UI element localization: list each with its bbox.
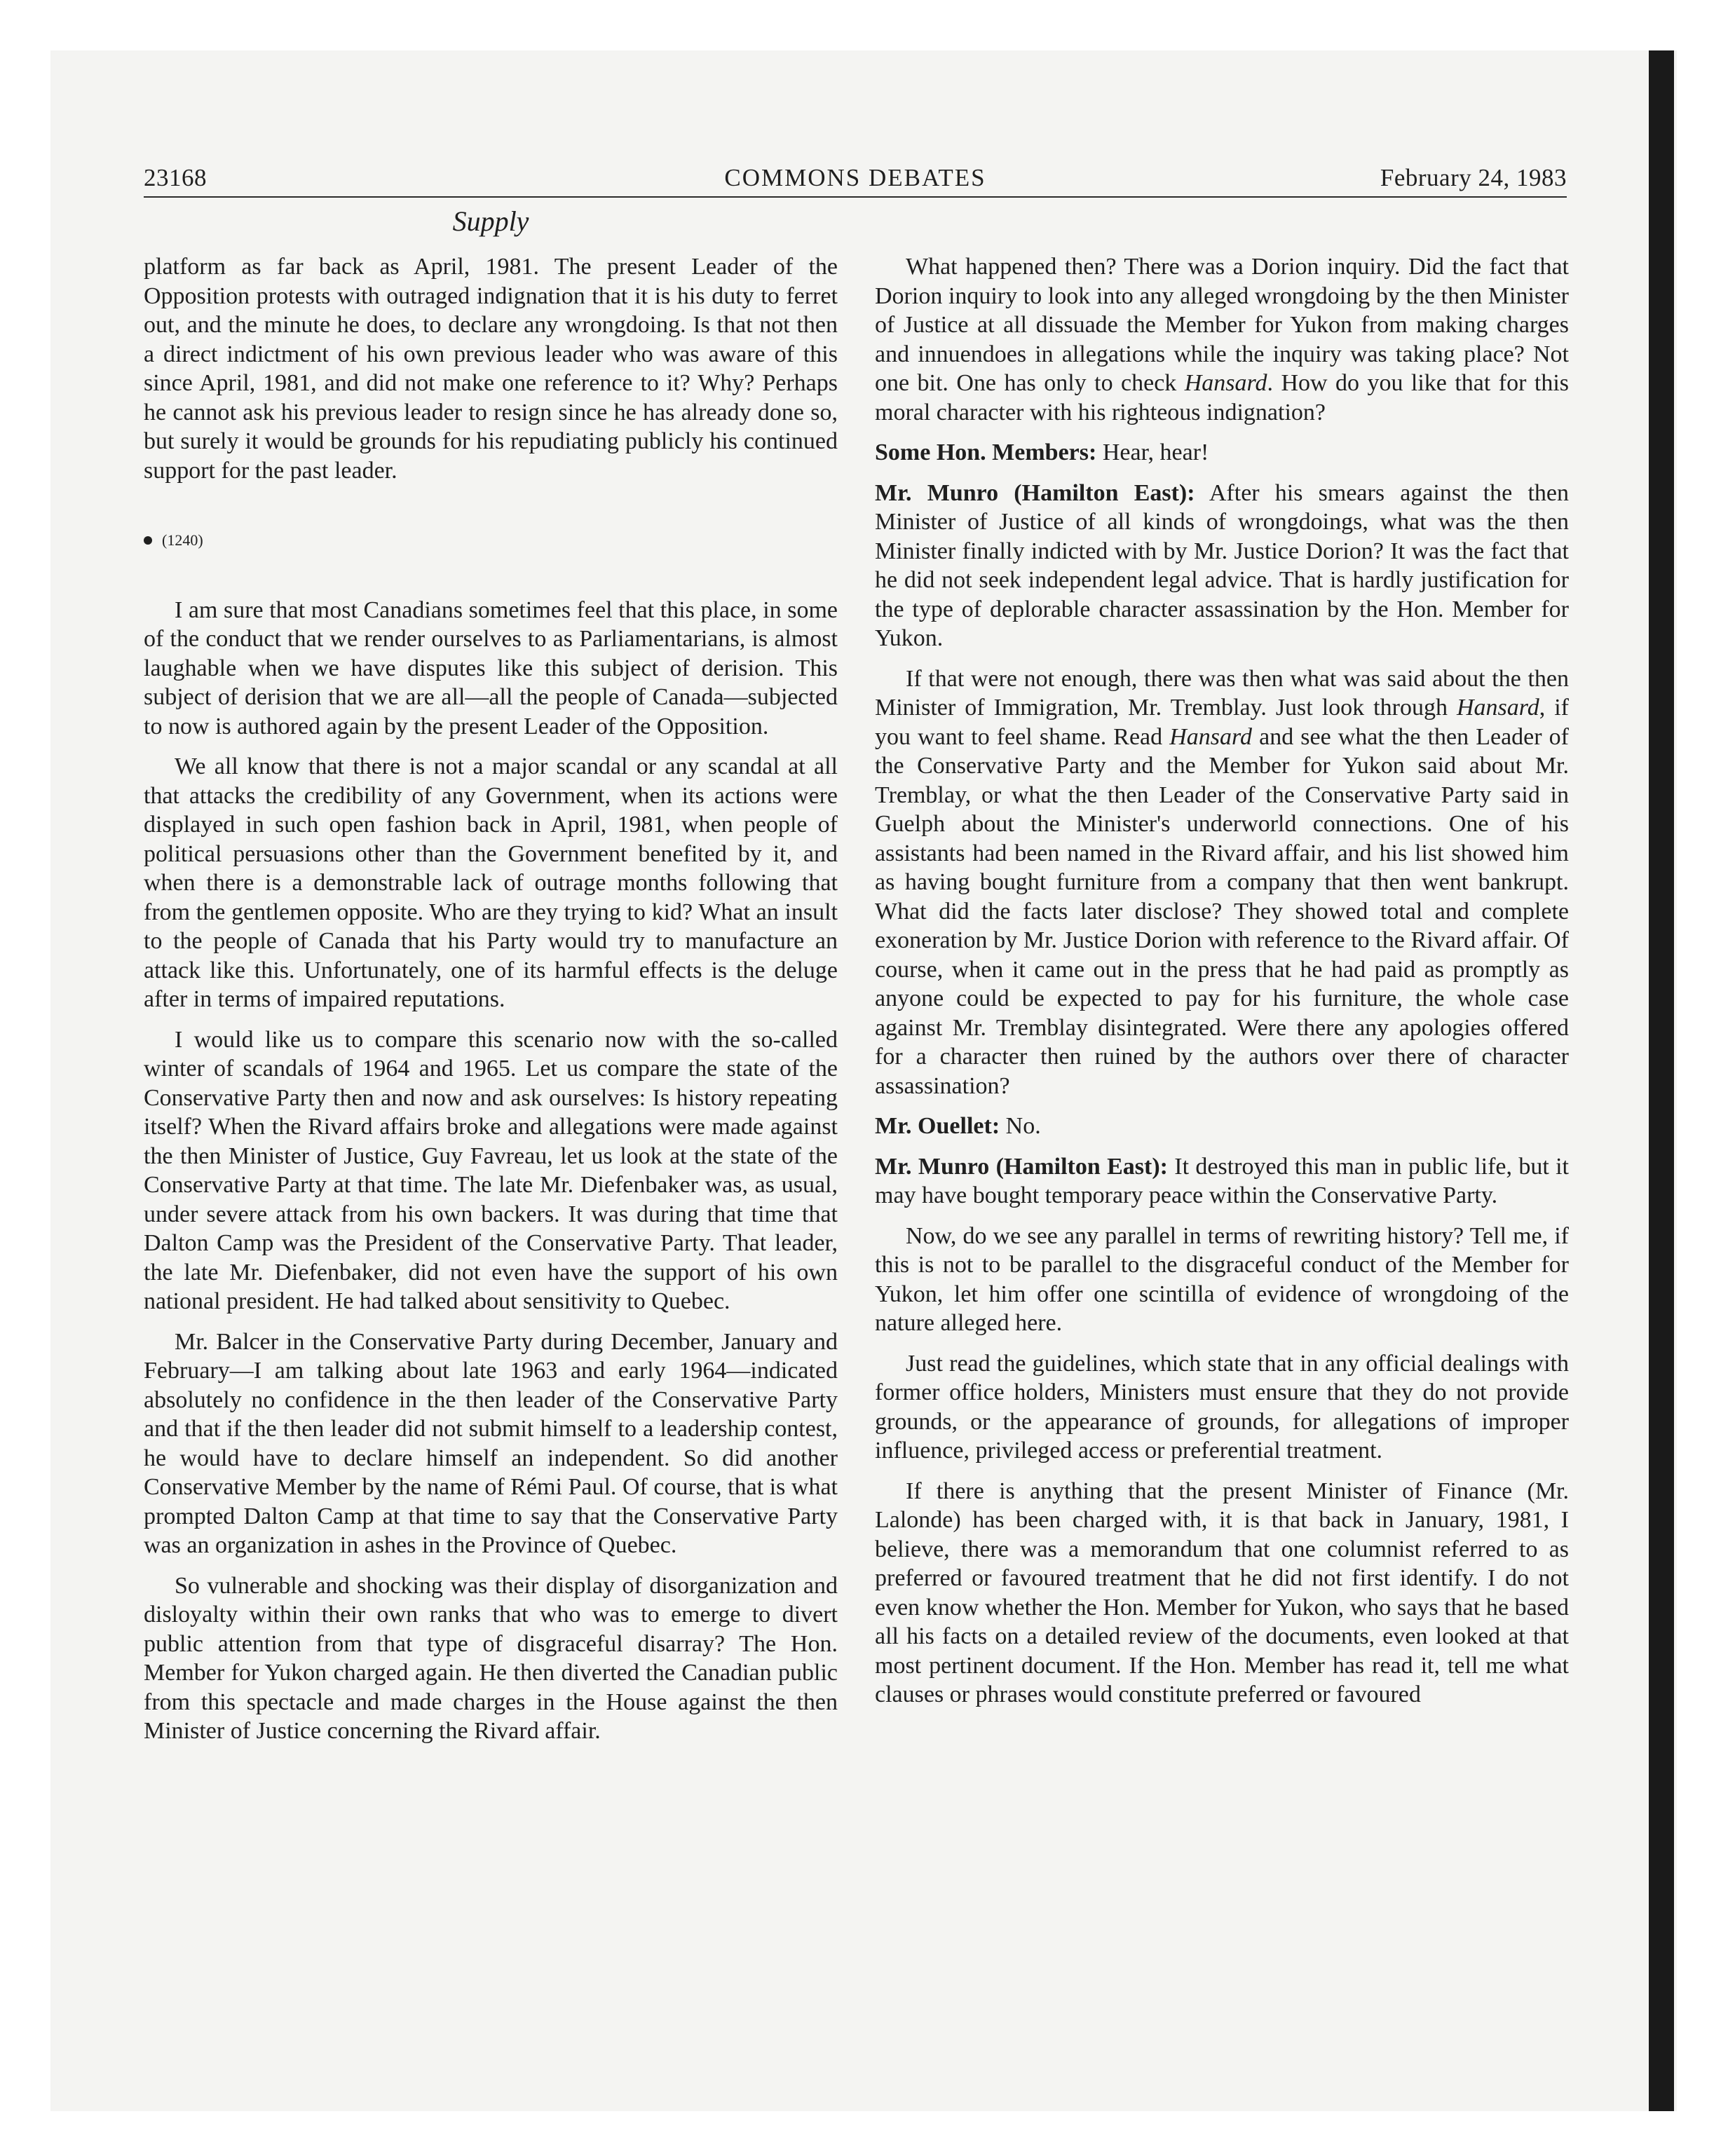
paragraph: We all know that there is not a major scandal or any scandal at all that attacks the credibility of any Government, when its actions were displayed in such open fashion back in April, 1981, when people of political persuasions other than the Government benefited by it, and when there is a demonstrable lack of outrage months following that from the gentlemen opposite. Who are they trying to kid? What an insult to the people of Canada that his Party would try to manufacture an attack like this. Unfortunately, one of its harmful effects is the deluge after in terms of impaired reputations. bbox=[144, 753, 838, 1012]
paragraph bbox=[875, 252, 1569, 427]
speech-text: Hear, hear! bbox=[1096, 439, 1209, 465]
paragraph: So vulnerable and shocking was their display of disorganization and disloyalty within their own ranks that who was to emerge to divert public attention from that type of disgraceful disarray? The Hon. Member for Yukon charged again. He then diverted the Canadian public from this spectacle and made charges in the House against the then Minister of Justice concerning the Rivard affair. bbox=[144, 1572, 838, 1744]
speech bbox=[875, 1152, 1569, 1210]
paragraph: platform as far back as April, 1981. The present Leader of the Opposition protests with outraged indignation that it is his duty to ferret out, and the minute he does, to declare any wrongdoing. Is that not then a direct indictment of his own previous leader who was aware of this since April, 1981, and did not make one reference to it? Why? Perhaps he cannot ask his previous leader to resign since he has already done so, but surely it would be grounds for his repudiating publicly his continued support for the past leader. bbox=[144, 254, 838, 484]
speech bbox=[875, 438, 1569, 468]
bullet-icon bbox=[144, 536, 152, 545]
speaker-name: Mr. Munro (Hamilton East): bbox=[875, 1153, 1168, 1180]
paragraph: If there is anything that the present Minister of Finance (Mr. Lalonde) has been charged with, it is that back in January, 1981, I believe, there was a memorandum that one columnist referred to as preferred or favoured treatment that he did not first identify. I do not even know whether the Hon. Member for Yukon, who says that he based all his facts on a detailed review of the documents, even looked at that most pertinent document. If the Hon. Member has read it, tell me what clauses or phrases would constitute preferred or favoured bbox=[875, 1478, 1569, 1707]
text-run: and see what the then Leader of the Conservative Party and the Member for Yukon said about Mr. Tremblay, or what the then Leader of the Conservative Party said in Guelph about the Minister's underworld connections. One of his assistants had been named in the Rivard affair, and his list showed him as having bought furniture from a company that then went bankrupt. What did the facts later disclose? They showed total and complete exoneration by Mr. Justice Dorion with reference to the Rivard affair. Of course, when it came out in the press that he had paid as promptly as anyone could be expected to pay for his furniture, the whole case against Mr. Tremblay disintegrated. Were there any apologies offered for a character then ruined by the authors over there of character assassination? bbox=[875, 723, 1569, 1099]
page-number: 23168 bbox=[144, 164, 207, 191]
paragraph: Just read the guidelines, which state that in any official dealings with former office holders, Ministers must ensure that they do not provide grounds, or the appearance of grounds, for allegations of improper influence, privileged access or preferential treatment. bbox=[875, 1350, 1569, 1464]
paragraph: Mr. Balcer in the Conservative Party during December, January and February—I am talking about late 1963 and early 1964—indicated absolutely no confidence in the then leader of the Conservative Party and that if the then leader did not submit himself to a leadership contest, he would have to declare himself an independent. So did another Conservative Member by the name of Rémi Paul. Of course, that is what prompted Dalton Camp at that time to say that the Conservative Party was an organization in ashes in the Province of Quebec. bbox=[144, 1328, 838, 1558]
publication-date: February 24, 1983 bbox=[1380, 164, 1567, 191]
hansard-reference: Hansard bbox=[1169, 723, 1253, 750]
hansard-reference: Hansard bbox=[1456, 695, 1539, 721]
text-run: , if you want to feel shame. Read bbox=[875, 695, 1569, 750]
speech bbox=[875, 1112, 1569, 1141]
paragraph: I am sure that most Canadians sometimes feel that this place, in some of the conduct that we render ourselves to as Parliamentarians, is almost laughable when we have disputes like this subject of derision. This subject of derision that we are all—all the people of Canada—subjected to now is authored again by the present Leader of the Opposition. bbox=[144, 596, 838, 739]
text-run: . How do you like that for this moral character with his righteous indignation? bbox=[875, 370, 1569, 425]
time-marker-label: (1240) bbox=[162, 531, 203, 549]
scan-edge-bar bbox=[1649, 50, 1674, 2111]
left-column bbox=[144, 252, 838, 1757]
speech-text: It destroyed this man in public life, but it may have bought temporary peace within the Conservative Party. bbox=[875, 1153, 1569, 1208]
paragraph bbox=[875, 664, 1569, 1101]
running-head bbox=[144, 158, 1567, 198]
speech bbox=[875, 479, 1569, 653]
speaker-name: Mr. Ouellet: bbox=[875, 1113, 1000, 1139]
right-column bbox=[875, 252, 1569, 1721]
paragraph: I would like us to compare this scenario now with the so-called winter of scandals of 1964 and 1965. Let us compare the state of the Conservative Party then and now and ask ourselves: Is history repeating itself? When the Rivard affairs broke and allegations were made against the then Minister of Justice, Guy Favreau, let us look at the state of the Conservative Party at that time. The late Mr. Diefenbaker was, as usual, under severe attack from his own backers. It was during that time that Dalton Camp was the President of the Conservative Party. That leader, the late Mr. Diefenbaker, did not even have the support of his own national president. He had talked about sensitivity to Quebec. bbox=[144, 1026, 838, 1314]
text-run: If that were not enough, there was then what was said about the then Minister of Immigration, Mr. Tremblay. Just look through bbox=[875, 665, 1569, 721]
speech-text: No. bbox=[1000, 1113, 1041, 1139]
paragraph: Now, do we see any parallel in terms of rewriting history? Tell me, if this is not to be parallel to the disgraceful conduct of the Member for Yukon, let him offer one scintilla of evidence of wrongdoing of the nature alleged here. bbox=[875, 1222, 1569, 1336]
section-heading: Supply bbox=[452, 205, 529, 237]
speech-text: After his smears against the then Minister of Justice of all kinds of wrongdoings, what was the then Minister finally indicted with by Mr. Justice Dorion? It was the fact that he did not seek independent legal advice. That is hardly justification for the type of deplorable character assassination by the Hon. Member for Yukon. bbox=[875, 479, 1569, 651]
speaker-name: Mr. Munro (Hamilton East): bbox=[875, 479, 1195, 506]
hansard-reference: Hansard bbox=[1184, 370, 1267, 396]
time-marker bbox=[144, 526, 838, 555]
publication-title: COMMONS DEBATES bbox=[724, 164, 986, 191]
speaker-name: Some Hon. Members: bbox=[875, 439, 1097, 465]
text-run: What happened then? There was a Dorion inquiry. Did the fact that Dorion inquiry to look into any alleged wrongdoing by the then Minister of Justice at all dissuade the Member for Yukon from making charges and innuendoes in allegations while the inquiry was taking place? Not one bit. One has only to check bbox=[875, 254, 1569, 396]
